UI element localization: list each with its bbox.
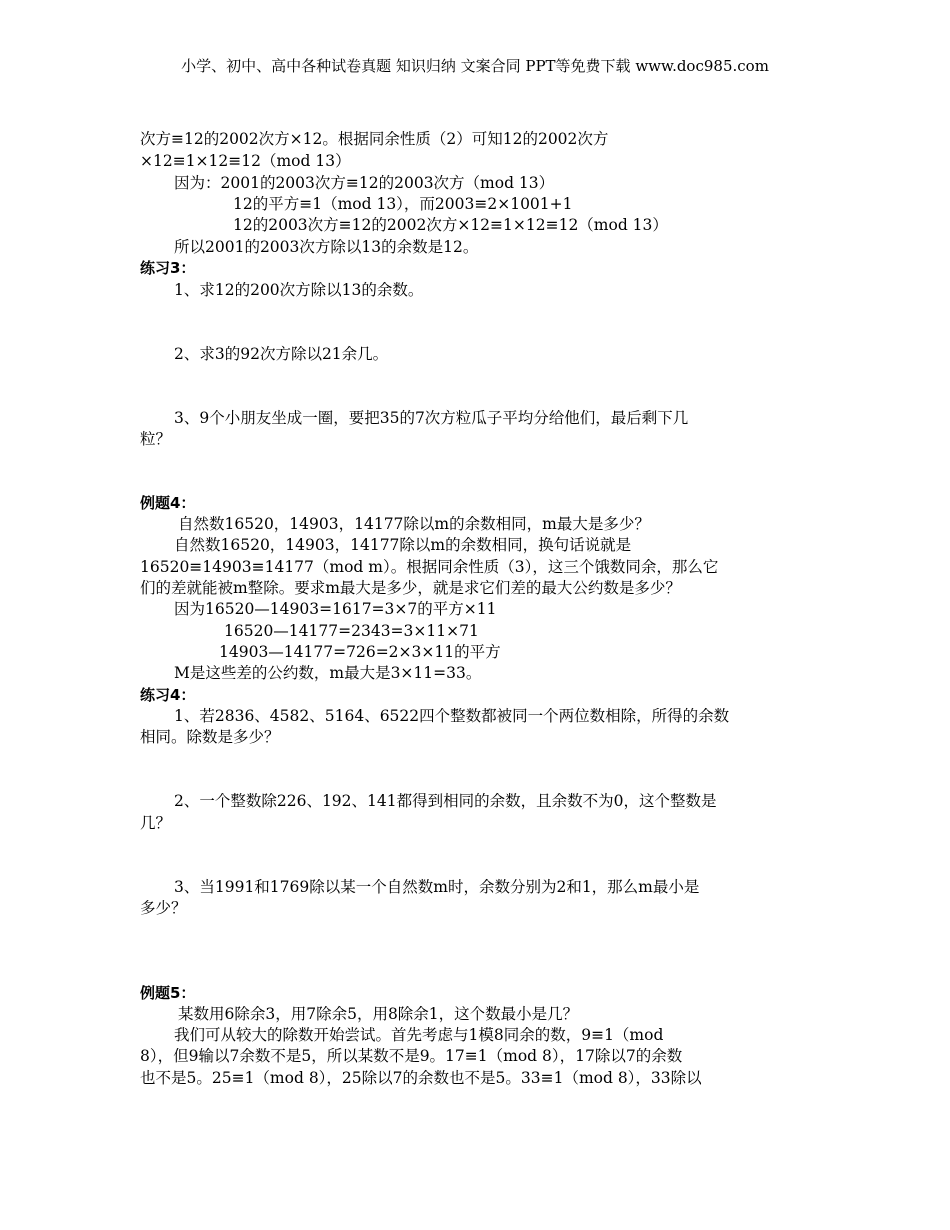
text-line: 16520—14177=2343=3×11×71 xyxy=(224,622,479,640)
text-line: 自然数16520，14903，14177除以m的余数相同，换句话说就是 xyxy=(174,536,632,554)
text-line: 因为：2001的2003次方≡12的2003次方（mod 13） xyxy=(174,174,555,192)
exercise-item: 2、一个整数除226、192、141都得到相同的余数，且余数不为0，这个整数是 xyxy=(174,792,717,810)
text-line: 自然数16520，14903，14177除以m的余数相同，m最大是多少？ xyxy=(178,515,650,533)
text-line: 们的差就能被m整除。要求m最大是多少，就是求它们差的最大公约数是多少？ xyxy=(140,579,681,597)
text-line: 14903—14177=726=2×3×11的平方 xyxy=(219,643,501,661)
text-line: 8），但9输以7余数不是5，所以某数不是9。17≡1（mod 8），17除以7的余数 xyxy=(140,1047,683,1065)
text-line: ×12≡1×12≡12（mod 13） xyxy=(140,152,351,170)
section-heading: 练习4： xyxy=(140,686,196,704)
exercise-item: 1、若2836、4582、5164、6522四个整数都被同一个两位数相除，所得的余数 xyxy=(174,707,730,725)
exercise-item: 相同。除数是多少？ xyxy=(140,728,280,746)
section-heading: 例题5： xyxy=(140,984,196,1002)
text-line: 因为16520—14903=1617=3×7的平方×11 xyxy=(174,600,497,618)
text-line: 某数用6除余3，用7除余5，用8除余1，这个数最小是几？ xyxy=(178,1005,579,1023)
exercise-item: 3、9个小朋友坐成一圈，要把35的7次方粒瓜子平均分给他们，最后剩下几 xyxy=(174,409,689,427)
text-line: 次方≡12的2002次方×12。根据同余性质（2）可知12的2002次方 xyxy=(140,130,609,148)
text-line: 我们可从较大的除数开始尝试。首先考虑与1模8同余的数，9≡1（mod xyxy=(174,1026,664,1044)
page-header: 小学、初中、高中各种试卷真题 知识归纳 文案合同 PPT等免费下载 www.doc985.com xyxy=(181,57,769,75)
text-line: 12的2003次方≡12的2002次方×12≡1×12≡12（mod 13） xyxy=(233,216,668,234)
exercise-item: 1、求12的200次方除以13的余数。 xyxy=(174,281,424,299)
section-heading: 练习3： xyxy=(140,259,196,277)
text-line: 所以2001的2003次方除以13的余数是12。 xyxy=(174,238,479,256)
exercise-item: 粒？ xyxy=(140,430,172,448)
section-heading: 例题4： xyxy=(140,494,196,512)
text-line: M是这些差的公约数，m最大是3×11=33。 xyxy=(174,664,482,682)
exercise-item: 几？ xyxy=(140,814,172,832)
text-line: 16520≡14903≡14177（mod m）。根据同余性质（3），这三个饿数同余，那么它 xyxy=(140,558,719,576)
exercise-item: 多少？ xyxy=(140,899,187,917)
text-line: 也不是5。25≡1（mod 8），25除以7的余数也不是5。33≡1（mod 8），33除以 xyxy=(140,1069,702,1087)
exercise-item: 2、求3的92次方除以21余几。 xyxy=(174,345,389,363)
text-line: 12的平方≡1（mod 13），而2003≡2×1001+1 xyxy=(233,195,573,213)
exercise-item: 3、当1991和1769除以某一个自然数m时，余数分别为2和1，那么m最小是 xyxy=(174,878,700,896)
